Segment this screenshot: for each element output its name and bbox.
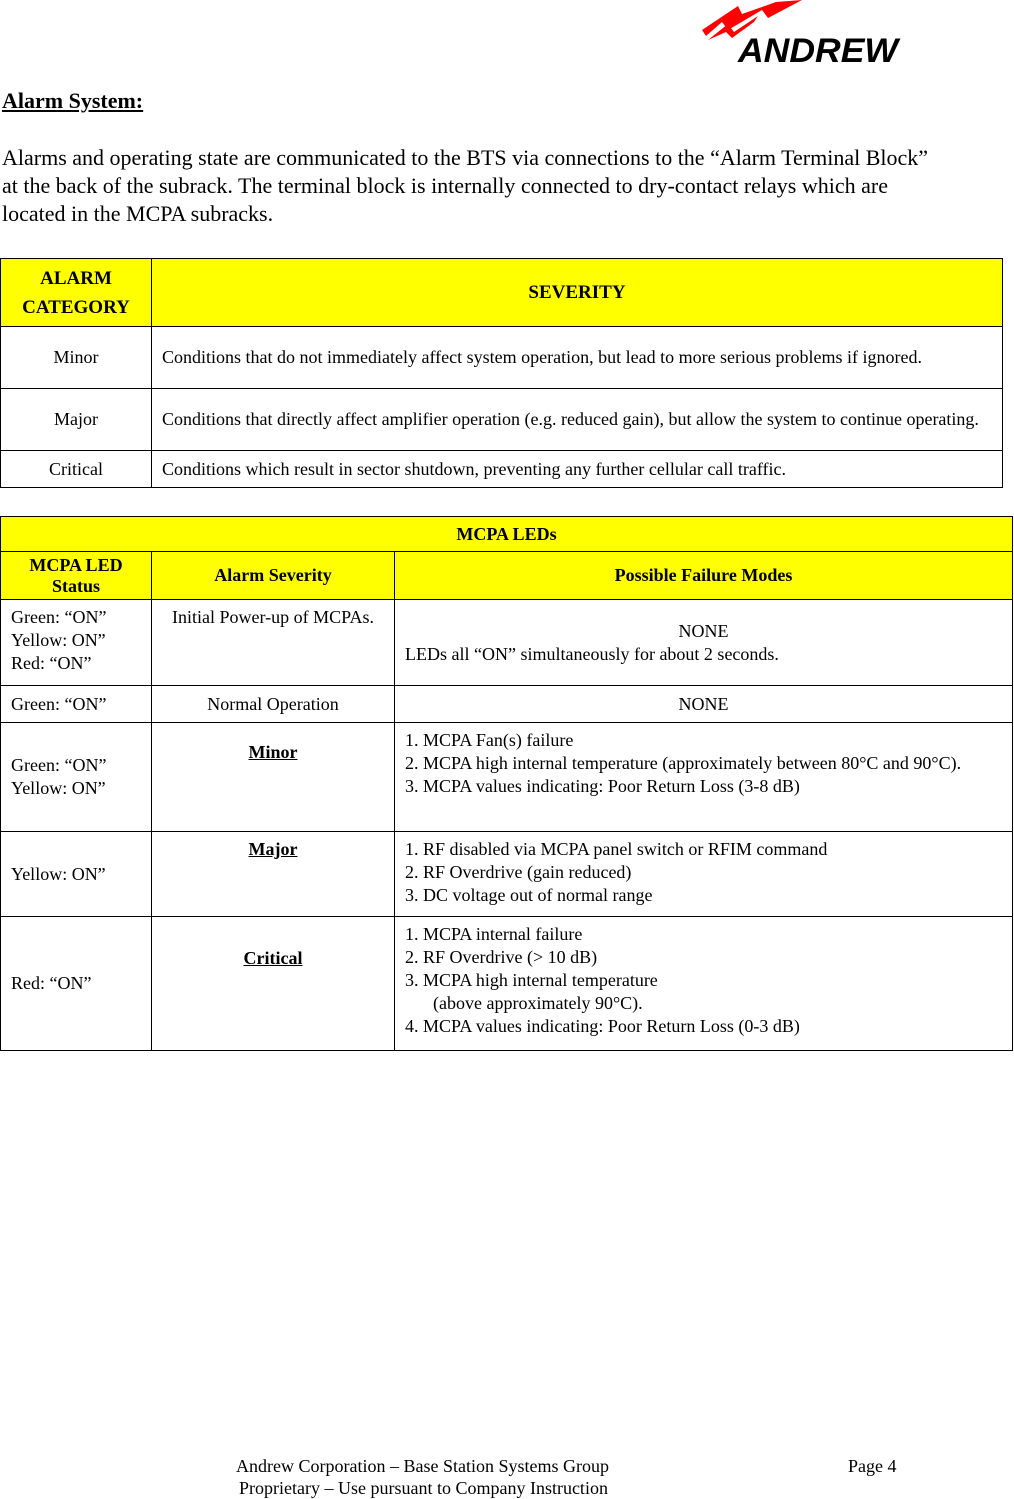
page-heading: Alarm System:: [2, 88, 144, 113]
failure-modes-cell: 1. MCPA Fan(s) failure 2. MCPA high internal temperature (approximately between 80°C and 90°C). 3. MCPA values indicating: Poor Return Loss (3-8 dB): [395, 723, 1013, 832]
table-row: [1, 389, 1003, 451]
category-cell: Critical: [1, 451, 152, 488]
table-header-row: [1, 552, 1013, 600]
table-row: [1, 917, 1013, 1051]
alarm-category-table: [0, 258, 1003, 488]
footer-proprietary: Proprietary – Use pursuant to Company Instruction: [239, 1478, 608, 1498]
severity-cell: Conditions which result in sector shutdown, preventing any further cellular call traffic.: [152, 451, 1003, 488]
led-status-cell: Red: “ON”: [1, 917, 152, 1051]
table-title-row: [1, 517, 1013, 552]
table-header-row: [1, 259, 1003, 327]
page-number: Page 4: [848, 1456, 897, 1476]
brand-name: ANDREW: [736, 32, 902, 68]
category-cell: Major: [1, 389, 152, 451]
table-row: [1, 327, 1003, 389]
alarm-severity-cell: Major: [152, 832, 395, 917]
table-row: [1, 600, 1013, 686]
header-failure-modes: Possible Failure Modes: [395, 552, 1013, 600]
table-row: [1, 723, 1013, 832]
led-status-cell: Green: “ON”: [1, 686, 152, 723]
footer-company: Andrew Corporation – Base Station Systems Group: [236, 1456, 609, 1476]
alarm-severity-cell: Initial Power-up of MCPAs.: [152, 600, 395, 686]
andrew-logo: [698, 0, 908, 68]
table-title: MCPA LEDs: [1, 517, 1013, 552]
failure-modes-cell: 1. RF disabled via MCPA panel switch or RFIM command 2. RF Overdrive (gain reduced) 3. DC voltage out of normal range: [395, 832, 1013, 917]
table-row: [1, 832, 1013, 917]
alarm-severity-cell: Critical: [152, 917, 395, 1051]
led-status-cell: Yellow: ON”: [1, 832, 152, 917]
table-row: [1, 686, 1013, 723]
led-status-cell: Green: “ON” Yellow: ON” Red: “ON”: [1, 600, 152, 686]
failure-modes-cell: NONE: [395, 686, 1013, 723]
intro-paragraph: Alarms and operating state are communicated to the BTS via connections to the “Alarm Terminal Block” at the back of the subrack. The terminal block is internally connected to dry-contact relays which are located in the MCPA subracks.: [2, 145, 929, 226]
failure-modes-cell: NONE LEDs all “ON” simultaneously for about 2 seconds.: [395, 600, 1013, 686]
mcpa-leds-table: [0, 516, 1013, 1051]
table-row: [1, 451, 1003, 488]
failure-modes-cell: 1. MCPA internal failure 2. RF Overdrive (> 10 dB) 3. MCPA high internal temperature (above approximately 90°C). 4. MCPA values indicating: Poor Return Loss (0-3 dB): [395, 917, 1013, 1051]
header-severity: SEVERITY: [152, 259, 1003, 327]
lightning-bolt-icon: [702, 0, 802, 36]
alarm-severity-cell: Normal Operation: [152, 686, 395, 723]
severity-cell: Conditions that directly affect amplifier operation (e.g. reduced gain), but allow the system to continue operating.: [152, 389, 1003, 451]
alarm-severity-cell: Minor: [152, 723, 395, 832]
severity-cell: Conditions that do not immediately affect system operation, but lead to more serious problems if ignored.: [152, 327, 1003, 389]
led-status-cell: Green: “ON” Yellow: ON”: [1, 723, 152, 832]
header-alarm-severity: Alarm Severity: [152, 552, 395, 600]
category-cell: Minor: [1, 327, 152, 389]
header-alarm-category: ALARM CATEGORY: [1, 259, 152, 327]
header-led-status: MCPA LED Status: [1, 552, 152, 600]
footer: [236, 1455, 609, 1499]
